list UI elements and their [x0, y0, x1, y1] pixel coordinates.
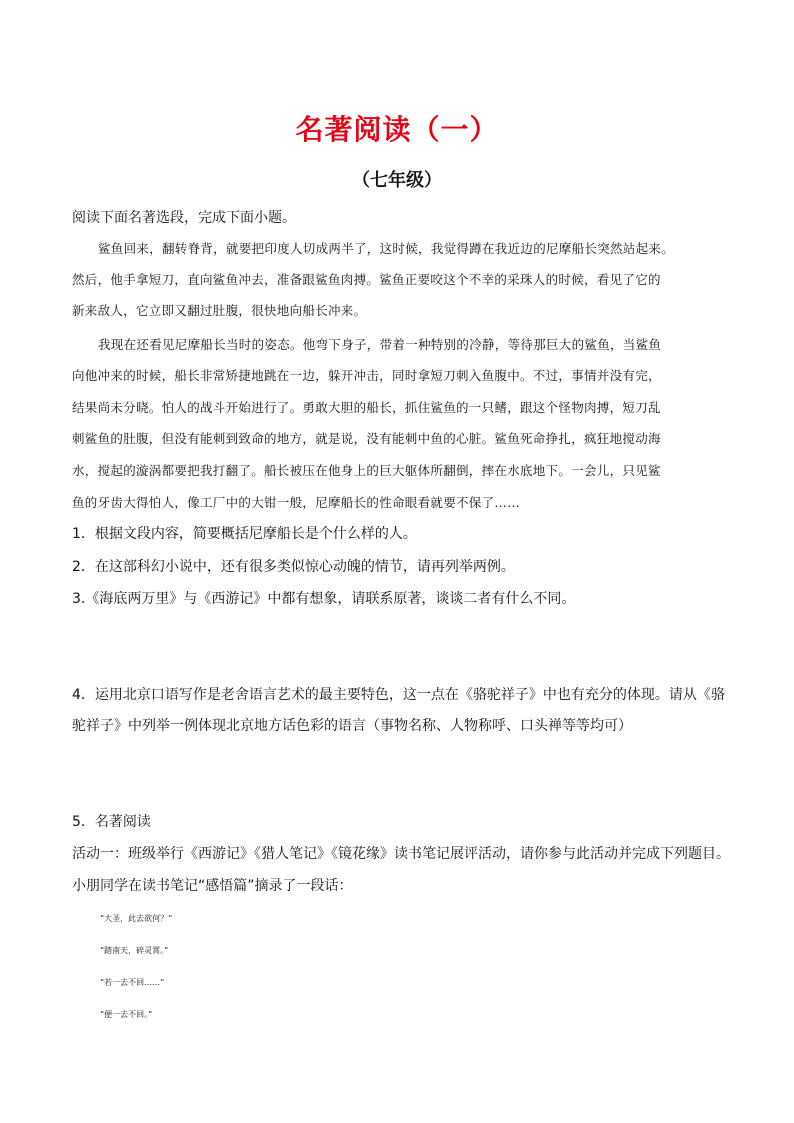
page-title: 名著阅读（一）: [295, 113, 499, 146]
question-4-line-1: 4．运用北京口语写作是老舍语言艺术的最主要特色，这一点在《骆驼祥子》中也有充分的体现。请从《骆: [72, 687, 725, 703]
question-2: 2．在这部科幻小说中，还有很多类似惊心动魄的情节，请再列举两例。: [72, 559, 515, 575]
passage-line: 新来敌人，它立即又翻过肚腹，很快地向船长冲来。: [72, 303, 367, 318]
passage-line: 鲨鱼回来，翻转脊背，就要把印度人切成两半了，这时候，我觉得蹲在我近边的尼摩船长突然站起来。: [98, 241, 675, 256]
question-5-activity: 活动一：班级举行《西游记》《猎人笔记》《镜花缘》读书笔记展评活动，请你参与此活动并完成下列题目。: [72, 846, 730, 862]
question-5-heading: 5．名著阅读: [72, 814, 151, 830]
passage-line: 水，搅起的漩涡都要把我打翻了。船长被压在他身上的巨大躯体所翻倒，摔在水底地下。一会儿，只见鲨: [72, 463, 661, 478]
passage-line: 鱼的牙齿大得怕人，像工厂中的大钳一般，尼摩船长的性命眼看就要不保了……: [72, 495, 521, 510]
quote-line: “大圣，此去欲何？”: [100, 914, 173, 923]
question-5-note: 小朋同学在读书笔记“感悟篇”摘录了一段话：: [72, 878, 353, 894]
quote-line: “若一去不回……”: [100, 978, 165, 987]
passage-line: 向他冲来的时候，船长非常矫捷地跳在一边，躲开冲击，同时拿短刀刺入鱼腹中。不过，事情并没有完，: [72, 368, 661, 383]
passage-line: 刺鲨鱼的肚腹，但没有能刺到致命的地方，就是说，没有能刺中鱼的心脏。鲨鱼死命挣扎，疯狂地搅动海: [72, 431, 661, 446]
question-3: 3.《海底两万里》与《西游记》中都有想象，请联系原著，谈谈二者有什么不同。: [72, 591, 576, 607]
passage-line: 然后，他手拿短刀，直向鲨鱼冲去，准备跟鲨鱼肉搏。鲨鱼正要咬这个不幸的采珠人的时候，看见了它的: [72, 272, 661, 287]
question-1: 1．根据文段内容，简要概括尼摩船长是个什么样的人。: [72, 526, 417, 542]
quote-line: “踏南天，碎灵霄。”: [100, 946, 169, 955]
passage-line: 我现在还看见尼摩船长当时的姿态。他弯下身子，带着一种特别的冷静，等待那巨大的鲨鱼，当鲨鱼: [98, 337, 662, 352]
passage-line: 结果尚未分晓。怕人的战斗开始进行了。勇敢大胆的船长，抓住鲨鱼的一只鳍，跟这个怪物肉搏，短刀乱: [72, 400, 661, 415]
quote-line: “便一去不回。”: [100, 1010, 153, 1019]
page-subtitle: （七年级）: [352, 170, 442, 191]
question-4-line-2: 驼祥子》中列举一例体现北京地方话色彩的语言（事物名称、人物称呼、口头禅等等均可）: [72, 718, 632, 734]
instruction-text: 阅读下面名著选段，完成下面小题。: [72, 210, 296, 226]
